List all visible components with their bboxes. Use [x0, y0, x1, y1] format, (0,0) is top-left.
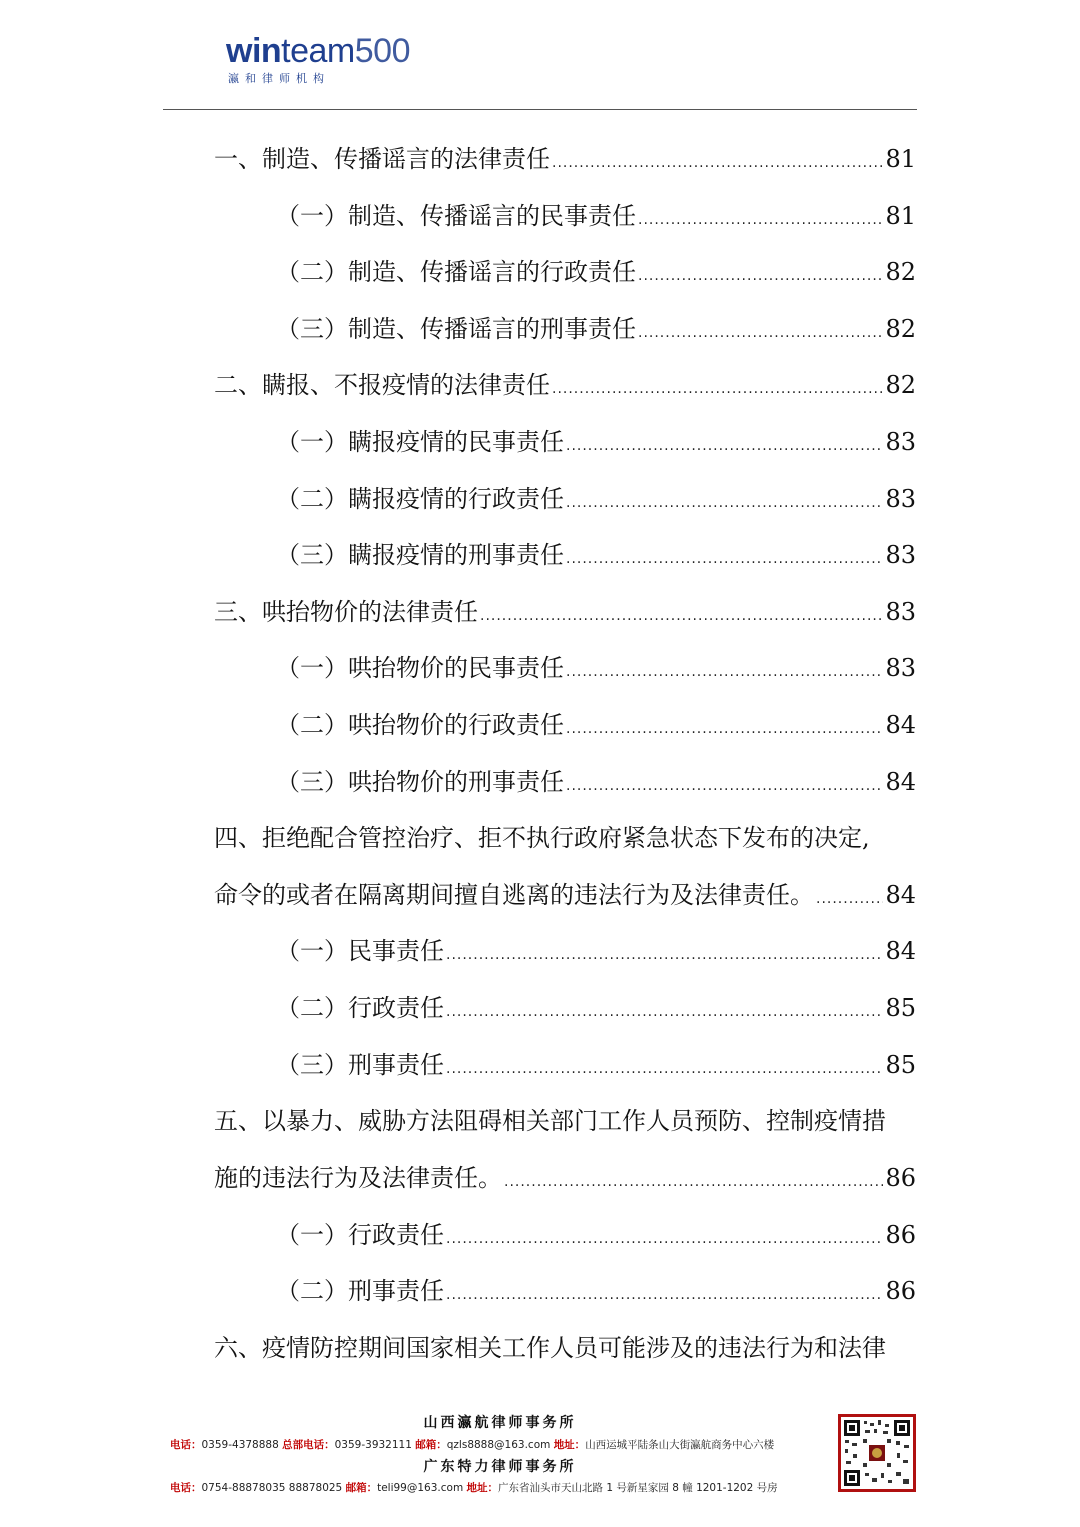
toc-entry-page: 83	[885, 485, 916, 513]
toc-leader-dots	[446, 1280, 883, 1310]
firm1-address-label: 地址：	[553, 1439, 586, 1451]
toc-leader-dots	[566, 544, 883, 574]
toc-entry-page: 86	[885, 1277, 916, 1305]
toc-leader-dots	[566, 714, 883, 744]
toc-entry-page: 82	[885, 315, 916, 343]
logo-number: 500	[354, 32, 410, 70]
logo-win: win	[226, 32, 282, 70]
firm2-contact-line	[170, 1480, 778, 1495]
header-divider	[163, 109, 917, 110]
toc-entry[interactable]	[276, 993, 916, 1027]
toc-entry-title: 施的违法行为及法律责任。	[214, 1164, 502, 1192]
toc-entry-title: （二）哄抬物价的行政责任	[276, 711, 564, 739]
firm2-email: teli99@163.com	[377, 1482, 464, 1494]
toc-leader-dots	[504, 1167, 883, 1197]
toc-entry-title: 一、制造、传播谣言的法律责任	[214, 145, 550, 173]
logo-subtitle: 瀛和律师机构	[228, 72, 330, 85]
toc-entry-page: 83	[885, 654, 916, 682]
toc-entry-title: （一）民事责任	[276, 937, 444, 965]
toc-entry[interactable]	[276, 427, 916, 461]
toc-entry-title: 二、瞒报、不报疫情的法律责任	[214, 371, 550, 399]
toc-entry[interactable]	[276, 314, 916, 348]
toc-entry-title-line1: 六、疫情防控期间国家相关工作人员可能涉及的违法行为和法律	[214, 1334, 886, 1362]
toc-entry-title: 命令的或者在隔离期间擅自逃离的违法行为及法律责任。	[214, 881, 814, 909]
toc-leader-dots	[480, 601, 883, 631]
toc-entry-page: 82	[885, 258, 916, 286]
toc-entry[interactable]	[276, 201, 916, 235]
toc-entry-page: 84	[885, 937, 916, 965]
firm1-email: qzls8888@163.com	[446, 1439, 551, 1451]
toc-leader-dots	[566, 431, 883, 461]
toc-leader-dots	[446, 940, 883, 970]
toc-entry[interactable]	[276, 1276, 916, 1310]
toc-entry[interactable]	[276, 767, 916, 801]
toc-entry[interactable]	[214, 370, 916, 404]
firm1-contact-line	[170, 1437, 774, 1452]
toc-entry-page: 83	[885, 428, 916, 456]
toc-entry[interactable]	[276, 1050, 916, 1084]
toc-leader-dots	[446, 997, 883, 1027]
firm2-address-label: 地址：	[466, 1482, 499, 1494]
toc-entry[interactable]	[214, 144, 916, 178]
toc-entry-title-line1: 五、以暴力、威胁方法阻碍相关部门工作人员预防、控制疫情措	[214, 1107, 886, 1135]
toc-entry-page: 81	[885, 202, 916, 230]
logo-team: team	[281, 32, 355, 70]
toc-leader-dots	[638, 261, 883, 291]
toc-entry-page: 86	[885, 1221, 916, 1249]
toc-leader-dots	[566, 771, 883, 801]
firm2-phone: 0754-88878035 88878025	[201, 1482, 343, 1494]
firm1-address: 山西运城平陆条山大街瀛航商务中心六楼	[585, 1439, 775, 1451]
toc-entry[interactable]	[276, 484, 916, 518]
firm1-hq-label: 总部电话：	[282, 1439, 335, 1451]
toc-entry-title: （二）刑事责任	[276, 1277, 444, 1305]
toc-entry[interactable]	[214, 1163, 916, 1197]
toc-leader-dots	[566, 488, 883, 518]
toc-entry-title: （三）瞒报疫情的刑事责任	[276, 541, 564, 569]
toc-leader-dots	[446, 1054, 883, 1084]
toc-entry-page: 84	[885, 711, 916, 739]
toc-leader-dots	[552, 374, 883, 404]
firm2-name: 广东特力律师事务所	[423, 1459, 577, 1475]
firm1-hq-phone: 0359-3932111	[334, 1439, 412, 1451]
toc-leader-dots	[638, 318, 883, 348]
toc-entry[interactable]	[276, 540, 916, 574]
firm1-phone: 0359-4378888	[201, 1439, 279, 1451]
toc-entry-page: 83	[885, 541, 916, 569]
toc-entry-page: 85	[885, 1051, 916, 1079]
toc-leader-dots	[638, 205, 883, 235]
firm1-email-label: 邮箱：	[415, 1439, 447, 1451]
toc-entry-title: （二）制造、传播谣言的行政责任	[276, 258, 636, 286]
toc-entry-page: 84	[885, 768, 916, 796]
qr-code-icon	[838, 1414, 916, 1492]
toc-entry-page: 84	[885, 881, 916, 909]
toc-entry[interactable]	[214, 597, 916, 631]
toc-entry[interactable]	[214, 880, 916, 914]
toc-entry-title: （二）瞒报疫情的行政责任	[276, 485, 564, 513]
toc-entry-title: （一）瞒报疫情的民事责任	[276, 428, 564, 456]
toc-entry[interactable]	[276, 257, 916, 291]
toc-entry-title: （三）哄抬物价的刑事责任	[276, 768, 564, 796]
toc-entry[interactable]	[276, 653, 916, 687]
toc-entry-title: （三）刑事责任	[276, 1051, 444, 1079]
toc-entry-title: 三、哄抬物价的法律责任	[214, 598, 478, 626]
company-logo	[226, 34, 410, 86]
toc-entry-title: （三）制造、传播谣言的刑事责任	[276, 315, 636, 343]
toc-entry-title: （一）制造、传播谣言的民事责任	[276, 202, 636, 230]
firm2-email-label: 邮箱：	[345, 1482, 378, 1494]
firm2-address: 广东省汕头市天山北路 1 号新星家园 8 幢 1201-1202 号房	[498, 1482, 778, 1494]
toc-entry-page: 85	[885, 994, 916, 1022]
firm2-phone-label: 电话：	[170, 1482, 202, 1494]
toc-entry-page: 86	[885, 1164, 916, 1192]
toc-entry-title: （一）哄抬物价的民事责任	[276, 654, 564, 682]
toc-entry[interactable]	[276, 936, 916, 970]
toc-leader-dots	[816, 884, 883, 914]
toc-entry-title: （一）行政责任	[276, 1221, 444, 1249]
toc-leader-dots	[566, 657, 883, 687]
toc-entry-page: 81	[885, 145, 916, 173]
toc-leader-dots	[446, 1224, 883, 1254]
toc-entry-title: （二）行政责任	[276, 994, 444, 1022]
toc-entry[interactable]	[276, 1220, 916, 1254]
toc-leader-dots	[552, 148, 883, 178]
firm1-name: 山西瀛航律师事务所	[423, 1415, 577, 1431]
toc-entry-title-line1: 四、拒绝配合管控治疗、拒不执行政府紧急状态下发布的决定,	[214, 824, 870, 852]
toc-entry-page: 83	[885, 598, 916, 626]
toc-entry[interactable]	[276, 710, 916, 744]
logo-wordmark	[226, 34, 410, 68]
firm1-phone-label: 电话：	[170, 1439, 202, 1451]
toc-entry-page: 82	[885, 371, 916, 399]
